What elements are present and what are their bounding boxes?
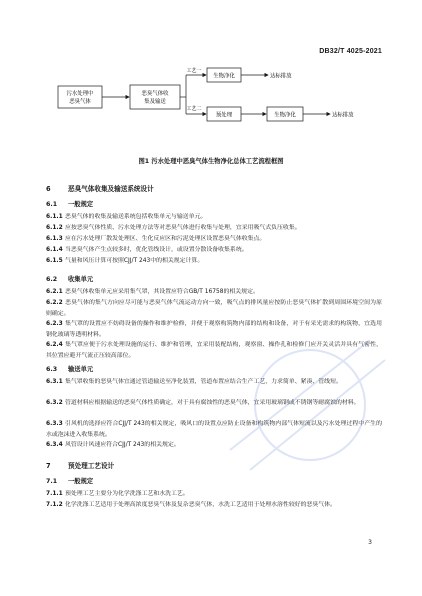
section-6-2-heading (46, 274, 93, 283)
subsection-number: 6.1 (46, 201, 58, 208)
clause-6-2-1: 6.2.1 恶臭气体收集单元应采用集气罩，其设置应符合GB/T 16758的相关规定。 (46, 289, 259, 295)
process-flow-diagram (0, 0, 422, 160)
process1-label: 工艺一 (186, 68, 202, 74)
out-label-2: 达标排放 (332, 112, 354, 119)
subsection-number: 7.1 (46, 478, 58, 485)
clause-6-2-2: 6.2.2 恶臭气体的集气方向应尽可能与恶臭气体气流运动方向一致，吸气点的排风量应按防止恶臭气体扩散到周围环境空间为原则确定。 (46, 300, 382, 317)
section-title: 预处理工艺设计 (68, 462, 115, 470)
section-7-heading (46, 460, 114, 470)
clause-6-3-2: 6.3.2 管道材料应根据输送的恶臭气体性质确定，对于具有腐蚀性的恶臭气体，宜采用玻璃钢或不锈钢等耐腐蚀的材料。 (46, 400, 360, 406)
subsection-title: 一般规定 (68, 478, 94, 485)
section-number: 7 (46, 462, 51, 470)
clause-6-1-4: 6.1.4 当恶臭气体产生点较多时，优化管线设计，或设置分散设备收集系统。 (46, 247, 248, 253)
section-6-1-heading (46, 199, 93, 208)
pre-box-label: 预处理 (215, 112, 233, 119)
clause-7-1-1: 7.1.1 预处理工艺主要分为化学洗涤工艺和水洗工艺。 (46, 491, 189, 497)
section-6-3-heading (46, 364, 93, 373)
clause-6-3-1: 6.3.1 集气罩收集的恶臭气体宜通过管道输送至净化装置，管道布置应结合生产工艺，力求简单、紧凑、管线短。 (46, 379, 342, 385)
figure-caption: 图1 污水处理中恶臭气体生物净化总体工艺流程框图 (138, 158, 284, 165)
clause-6-1-3: 6.1.3 应在污水处理厂散发处理区、生化反应区和污泥处理区设置恶臭气体收集点。 (46, 236, 266, 242)
subsection-number: 6.3 (46, 366, 58, 373)
subsection-title: 输送单元 (68, 366, 94, 373)
clause-6-1-1: 6.1.1 恶臭气体的收集及输送系统包括收集单元与输送单元。 (46, 214, 207, 220)
out-label-1: 达标排放 (270, 73, 292, 80)
collect-box-line1: 恶臭气体收 (141, 91, 169, 97)
page-number: 3 (368, 539, 372, 546)
collect-box (130, 85, 180, 109)
clause-7-1-2: 7.1.2 化学洗涤工艺适用于处理高浓度恶臭气体及复杂恶臭气体，水洗工艺适用于处理水溶性较好的恶臭气体。 (46, 502, 336, 508)
clause-6-3-3: 6.3.3 引风机的选择应符合CJJ/T 243的相关规定，吸风口的设置点应防止设备和构筑物内部气体短流以及污水处理过程中产生的水或泡沫进入收集系统。 (46, 421, 382, 438)
subsection-number: 6.2 (46, 276, 58, 283)
section-title: 恶臭气体收集及输送系统设计 (68, 185, 154, 193)
source-box-line1: 污水处理中 (66, 91, 94, 97)
process2-label: 工艺二 (186, 106, 202, 112)
subsection-title: 一般规定 (68, 201, 94, 208)
collect-box-line2: 集及输送 (144, 99, 166, 105)
clause-6-1-5: 6.1.5 气量和风压计算可按照CJJ/T 243中的相关规定计算。 (46, 258, 204, 264)
clause-6-3-4: 6.3.4 风管设计风速应符合CJJ/T 243的相关规定。 (46, 442, 180, 448)
standard-code: DB32/T 4025-2021 (319, 48, 382, 55)
clause-6-2-3: 6.2.3 集气罩的设置应不妨碍设备的操作和维护检修，并便于观察构筑物内部的结构和设备，对于有采光需求的构筑物，宜选用钢化玻璃等透明材料。 (46, 321, 382, 338)
clause-6-2-4: 6.2.4 集气罩应便于污水处理设施的运行、维护和管理，宜采用装配结构，观察窗、操作孔和检修门应开关灵活并具有气密性，其位置应避开气流正压较高部位。 (46, 342, 382, 359)
section-number: 6 (46, 185, 51, 193)
clause-6-1-2: 6.1.2 应按恶臭气体性质、污水处理方法等对恶臭气体进行收集与处理，宜采用吸气式负压收集。 (46, 225, 301, 231)
section-7-1-heading (46, 476, 93, 485)
bio-box-2-label: 生物净化 (274, 112, 296, 119)
section-6-heading (46, 183, 154, 193)
subsection-title: 收集单元 (68, 276, 94, 283)
source-box-line2: 恶臭气体 (69, 99, 91, 105)
bio-box-1-label: 生物净化 (213, 73, 235, 80)
